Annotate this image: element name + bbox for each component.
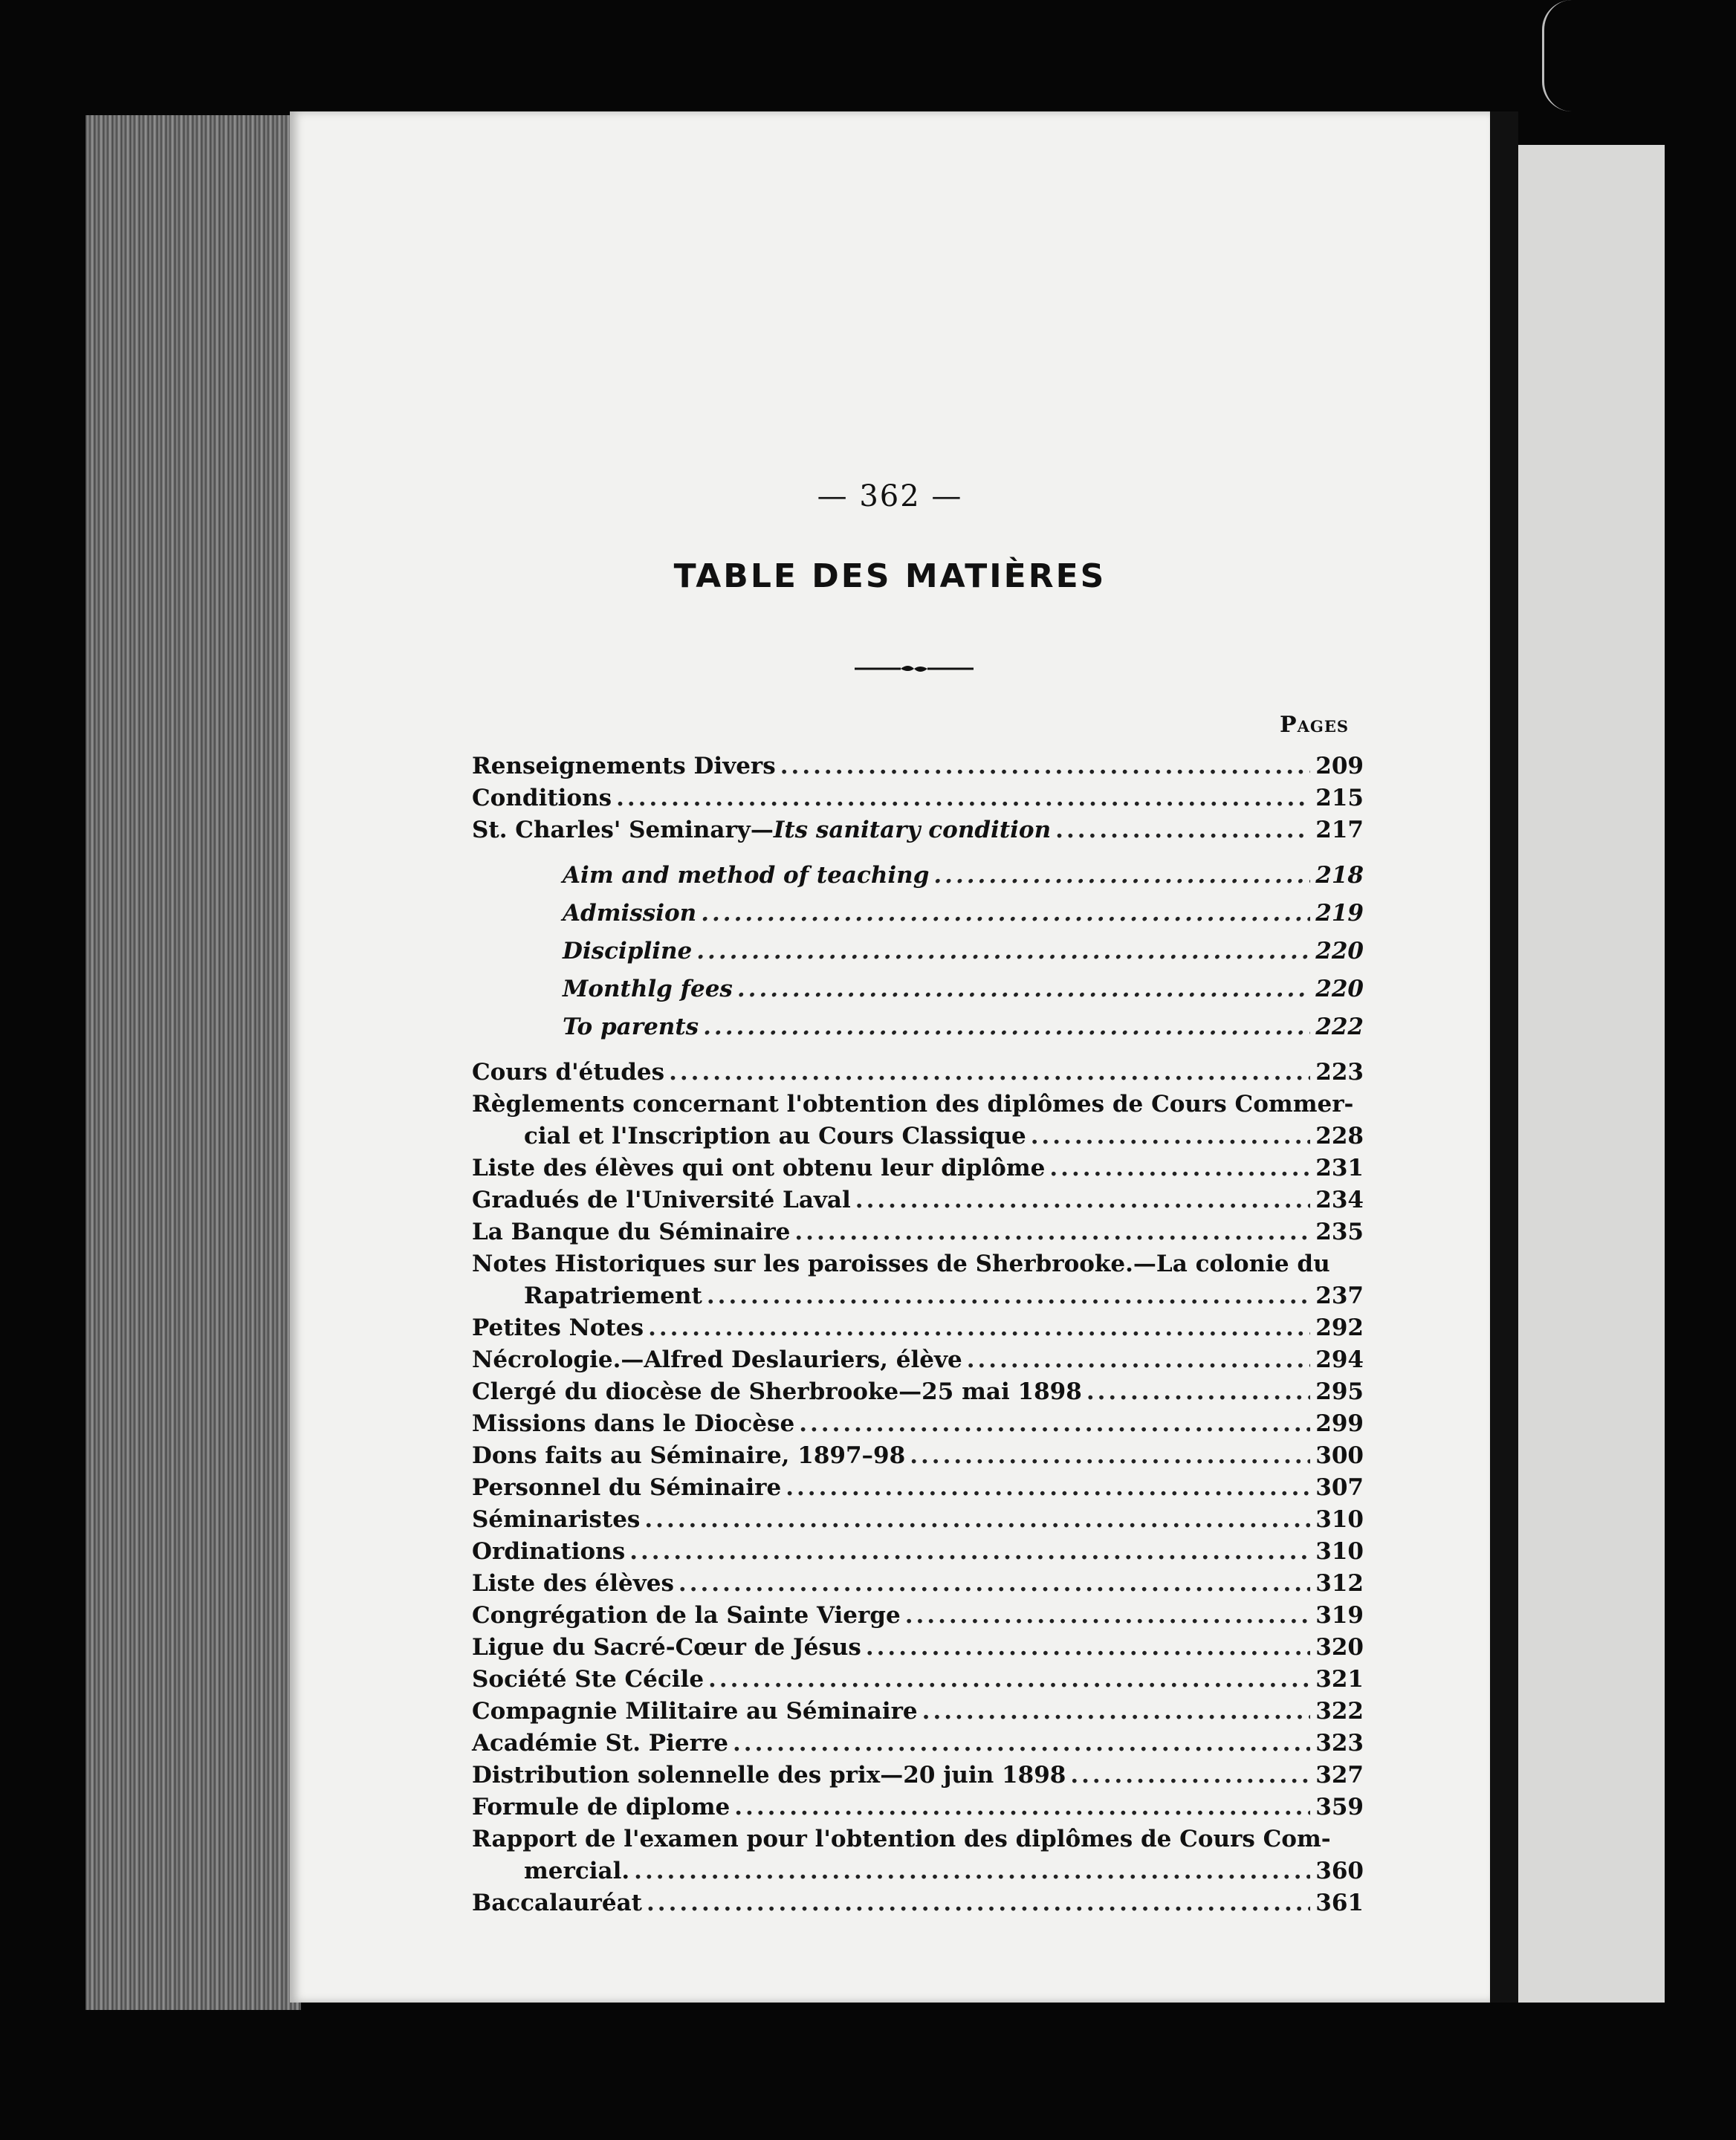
dot-leader	[678, 1568, 1310, 1600]
toc-entry	[472, 1057, 1364, 1089]
toc-entry	[472, 933, 1364, 970]
toc-entry-title	[563, 1008, 699, 1046]
toc-entry-text: Compagnie Militaire au Séminaire	[472, 1698, 918, 1725]
toc-entry-title	[563, 895, 696, 933]
toc-entry-title-continued: mercial.	[524, 1858, 630, 1884]
toc-entry-text: Congrégation de la Sainte Vierge	[472, 1602, 901, 1629]
dot-leader	[629, 1536, 1310, 1568]
toc-entry-text: Clergé du diocèse de Sherbrooke—25 mai 1898	[472, 1378, 1082, 1405]
toc-entry-page: 320	[1315, 1634, 1364, 1661]
toc-entry-text: Liste des élèves qui ont obtenu leur diplôme	[472, 1155, 1046, 1181]
dot-leader	[1086, 1376, 1310, 1408]
dot-leader	[794, 1216, 1310, 1248]
toc-entry-text: Ligue du Sacré-Cœur de Jésus	[472, 1634, 861, 1661]
toc-entry	[472, 750, 1364, 782]
toc-entry-page: 360	[1315, 1858, 1364, 1884]
toc-entry-title	[472, 1184, 851, 1216]
dot-leader	[669, 1057, 1310, 1089]
toc-entry-title	[472, 814, 1051, 846]
toc-entry-title	[563, 933, 692, 970]
toc-entry-text: Discipline	[563, 938, 693, 964]
toc-entry-title: Rapport de l'examen pour l'obtention des diplômes de Cours Com-	[472, 1826, 1331, 1852]
dot-leader	[1055, 814, 1310, 846]
dot-leader	[967, 1344, 1310, 1376]
toc-entry-page: 292	[1315, 1314, 1364, 1341]
toc-entry-title	[472, 1760, 1066, 1792]
toc-entry-page: 219	[1315, 900, 1364, 927]
toc-entry-title	[472, 1504, 640, 1536]
toc-entry-page: 235	[1315, 1219, 1364, 1245]
toc-entry-title	[472, 1792, 730, 1823]
toc-entry	[472, 1440, 1364, 1472]
dot-leader	[866, 1632, 1310, 1664]
toc-entry-title	[563, 970, 733, 1008]
toc-entry	[472, 1536, 1364, 1568]
toc-entry-page: 321	[1315, 1666, 1364, 1693]
toc-entry-text: La Banque du Séminaire	[472, 1219, 791, 1245]
dot-leader	[922, 1696, 1310, 1728]
toc-entry-page: 361	[1315, 1890, 1364, 1916]
toc-entry-title	[472, 1057, 664, 1089]
toc-entry-title	[472, 1696, 918, 1728]
page-title: TABLE DES MATIÈRES	[673, 557, 1107, 595]
dot-leader	[701, 895, 1310, 933]
toc-entry-page: 322	[1315, 1698, 1364, 1725]
toc-entry	[472, 1600, 1364, 1632]
toc-entry-title	[472, 1664, 704, 1696]
toc-entry-text: Nécrologie.—Alfred Deslauriers, élève	[472, 1346, 962, 1373]
pages-column-header: Pages	[1280, 712, 1349, 738]
toc-entry-page: 228	[1315, 1123, 1364, 1150]
toc-entry	[472, 1472, 1364, 1504]
book-page	[290, 111, 1490, 2003]
toc-entry-title: Notes Historiques sur les paroisses de Sherbrooke.—La colonie du	[472, 1251, 1330, 1277]
binding-thread	[1542, 0, 1574, 111]
toc-entry-page: 312	[1315, 1570, 1364, 1597]
dot-leader	[648, 1312, 1310, 1344]
toc-entry-page: 231	[1315, 1155, 1364, 1181]
toc-entry-title	[472, 1600, 901, 1632]
dot-leader	[708, 1664, 1310, 1696]
page-edges	[85, 115, 301, 2010]
dot-leader	[786, 1472, 1310, 1504]
toc-entry-page: 209	[1315, 753, 1364, 779]
toc-entry-text: Aim and method of teaching	[563, 862, 930, 889]
toc-entry	[472, 1008, 1364, 1046]
toc-entry-title: Règlements concernant l'obtention des diplômes de Cours Commer-	[472, 1091, 1354, 1118]
toc-entry-title	[472, 1440, 905, 1472]
toc-entry-title	[472, 1344, 962, 1376]
dot-leader	[733, 1728, 1310, 1760]
dot-leader	[933, 857, 1310, 895]
toc-entry-page: 295	[1315, 1378, 1364, 1405]
toc-entry-page: 222	[1315, 1014, 1364, 1040]
toc-entry-page: 310	[1315, 1506, 1364, 1533]
toc-entry-page: 359	[1315, 1794, 1364, 1820]
toc-entry-text: Académie St. Pierre	[472, 1730, 728, 1757]
table-of-contents	[472, 750, 1364, 1919]
toc-entry	[472, 1152, 1364, 1184]
toc-entry-title-continued: cial et l'Inscription au Cours Classique	[524, 1123, 1026, 1150]
toc-entry	[472, 1089, 1364, 1152]
toc-entry	[472, 1312, 1364, 1344]
toc-entry-text: Formule de diplome	[472, 1794, 731, 1820]
dot-leader	[905, 1600, 1310, 1632]
toc-entry-text: Admission	[563, 900, 697, 927]
facing-page	[1516, 145, 1665, 2003]
toc-entry-text: Missions dans le Diocèse	[472, 1410, 795, 1437]
toc-entry-title-continued: Rapatriement	[524, 1283, 702, 1309]
toc-entry-title	[472, 1408, 794, 1440]
toc-entry-text: Ordinations	[472, 1538, 626, 1565]
toc-entry-page: 299	[1315, 1410, 1364, 1437]
toc-entry-text: Séminaristes	[472, 1506, 641, 1533]
dot-leader	[644, 1504, 1310, 1536]
book-gutter	[1490, 111, 1518, 2003]
dot-leader	[616, 782, 1310, 814]
toc-entry	[472, 1344, 1364, 1376]
toc-entry-page: 310	[1315, 1538, 1364, 1565]
toc-entry-page: 300	[1315, 1442, 1364, 1469]
toc-entry-page: 218	[1315, 862, 1364, 889]
toc-entry-title	[472, 782, 612, 814]
toc-entry	[472, 1887, 1364, 1919]
dot-leader	[647, 1887, 1310, 1919]
toc-entry-title	[472, 1152, 1045, 1184]
dot-leader	[634, 1855, 1310, 1887]
dot-leader	[910, 1440, 1310, 1472]
toc-entry	[472, 1504, 1364, 1536]
toc-entry-page: 237	[1315, 1283, 1364, 1309]
toc-entry-text: Cours d'études	[472, 1059, 665, 1086]
toc-entry	[472, 1792, 1364, 1823]
toc-entry-title	[472, 1536, 625, 1568]
toc-entry	[472, 1728, 1364, 1760]
dot-leader	[707, 1280, 1310, 1312]
dot-leader	[1031, 1121, 1310, 1152]
toc-entry-text: Distribution solennelle des prix—20 juin 1898	[472, 1762, 1066, 1789]
dot-leader	[1070, 1760, 1310, 1792]
dot-leader	[696, 933, 1310, 970]
page-number: — 362 —	[817, 479, 963, 513]
toc-entry-title	[472, 1216, 790, 1248]
toc-entry-title	[472, 750, 776, 782]
toc-entry-title	[472, 1472, 781, 1504]
dot-leader	[1049, 1152, 1310, 1184]
toc-entry-text: St. Charles' Seminary—	[472, 817, 774, 843]
toc-entry-title	[472, 1887, 642, 1919]
dot-leader	[799, 1408, 1310, 1440]
toc-entry-text: Petites Notes	[472, 1314, 644, 1341]
toc-entry	[472, 814, 1364, 846]
toc-entry-page: 220	[1315, 938, 1364, 964]
toc-entry	[472, 782, 1364, 814]
dot-leader	[780, 750, 1310, 782]
toc-entry-title	[472, 1376, 1082, 1408]
toc-entry-page: 217	[1315, 817, 1364, 843]
toc-entry	[472, 970, 1364, 1008]
toc-entry	[472, 1664, 1364, 1696]
toc-entry	[472, 1760, 1364, 1792]
toc-entry	[472, 1184, 1364, 1216]
toc-entry	[472, 1248, 1364, 1312]
dot-leader	[734, 1792, 1310, 1823]
toc-entry-text: Personnel du Séminaire	[472, 1474, 782, 1501]
toc-entry-text: Conditions	[472, 785, 612, 811]
toc-entry-text: Gradués de l'Université Laval	[472, 1187, 851, 1213]
toc-entry-text: To parents	[563, 1014, 699, 1040]
toc-entry-title	[563, 857, 929, 895]
toc-entry-text: Liste des élèves	[472, 1570, 674, 1597]
toc-entry-text: Dons faits au Séminaire, 1897–98	[472, 1442, 906, 1469]
toc-entry-page: 319	[1315, 1602, 1364, 1629]
toc-entry	[472, 1568, 1364, 1600]
toc-entry	[472, 895, 1364, 933]
dot-leader	[703, 1008, 1310, 1046]
ornament-divider	[855, 661, 974, 676]
toc-entry-text: Baccalauréat	[472, 1890, 642, 1916]
toc-entry-text: Renseignements Divers	[472, 753, 776, 779]
toc-entry-page: 307	[1315, 1474, 1364, 1501]
toc-entry	[472, 1376, 1364, 1408]
toc-entry-page: 215	[1315, 785, 1364, 811]
dot-leader	[737, 970, 1310, 1008]
toc-entry-page: 294	[1315, 1346, 1364, 1373]
dot-leader	[855, 1184, 1310, 1216]
toc-entry	[472, 1696, 1364, 1728]
toc-entry-page: 323	[1315, 1730, 1364, 1757]
toc-entry-title	[472, 1312, 644, 1344]
toc-entry	[472, 1216, 1364, 1248]
toc-entry-text: Monthlg fees	[563, 976, 733, 1002]
toc-entry-title	[472, 1728, 728, 1760]
toc-entry-title	[472, 1568, 674, 1600]
toc-entry-page: 327	[1315, 1762, 1364, 1789]
toc-entry	[472, 857, 1364, 895]
toc-entry-subtitle: Its sanitary condition	[773, 817, 1052, 843]
toc-entry-page: 220	[1315, 976, 1364, 1002]
toc-entry	[472, 1632, 1364, 1664]
toc-entry-page: 223	[1315, 1059, 1364, 1086]
toc-entry	[472, 1823, 1364, 1887]
toc-entry-page: 234	[1315, 1187, 1364, 1213]
toc-entry-text: Société Ste Cécile	[472, 1666, 705, 1693]
toc-entry-title	[472, 1632, 861, 1664]
toc-entry	[472, 1408, 1364, 1440]
